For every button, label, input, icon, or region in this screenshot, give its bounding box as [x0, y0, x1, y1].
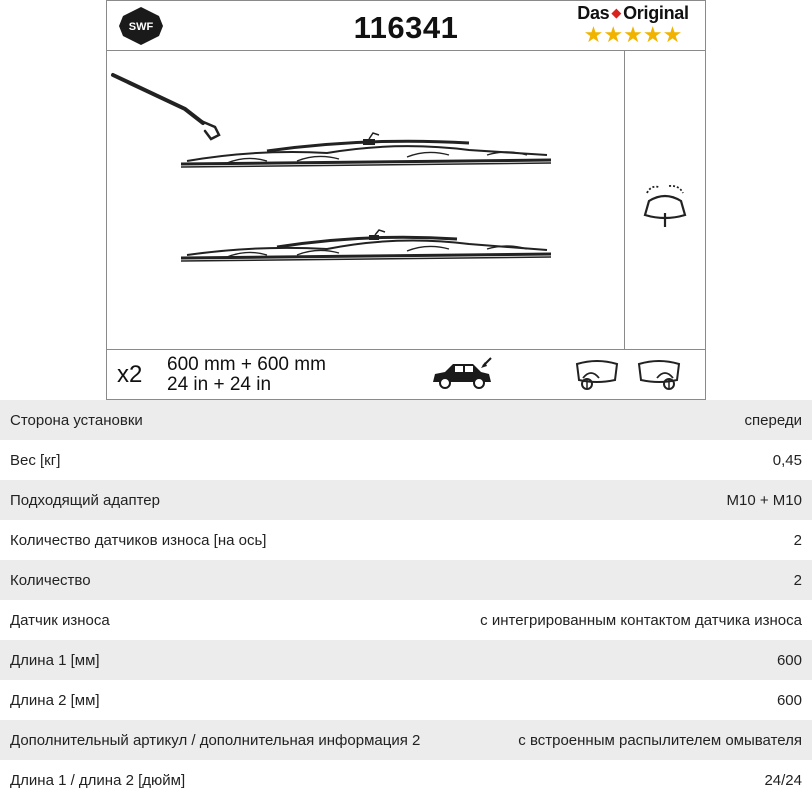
- spec-value: M10 + M10: [726, 491, 802, 509]
- table-row: [0, 720, 812, 760]
- brand-name: SWF: [128, 21, 154, 33]
- star-icon: ★: [623, 22, 643, 47]
- spec-value: 2: [793, 571, 802, 589]
- windshield-washer-icon: [639, 183, 691, 229]
- badge-title-left: Das: [577, 3, 610, 23]
- das-original-badge: [573, 3, 693, 46]
- spec-label: Датчик износа: [10, 611, 110, 629]
- star-icon: ★: [662, 22, 683, 47]
- table-row: [0, 520, 812, 560]
- spec-label: Подходящий адаптер: [10, 491, 160, 509]
- star-icon: ★: [642, 22, 663, 47]
- windshield-right-icon: [635, 358, 683, 392]
- star-icon: ★: [603, 22, 624, 47]
- car-front-icon: [429, 356, 495, 392]
- spec-value: с встроенным распылителем омывателя: [518, 731, 802, 749]
- spec-table: [0, 400, 812, 800]
- spec-label: Длина 1 / длина 2 [дюйм]: [10, 771, 186, 789]
- product-image-card: [106, 0, 706, 400]
- spec-value: спереди: [744, 411, 802, 429]
- product-header: [107, 1, 705, 51]
- spec-value: 2: [793, 531, 802, 549]
- badge-title-right: Original: [623, 3, 689, 23]
- spec-label: Вес [кг]: [10, 451, 61, 469]
- table-row: [0, 600, 812, 640]
- spec-value: с интегрированным контактом датчика износа: [480, 611, 802, 629]
- table-row: [0, 680, 812, 720]
- star-icon: ★: [583, 22, 604, 47]
- arm-adapter-icon: [113, 75, 219, 139]
- table-row: [0, 560, 812, 600]
- size-labels: [167, 355, 326, 395]
- windshield-left-icon: [573, 358, 621, 392]
- table-row: [0, 400, 812, 440]
- size-metric: 600 mm + 600 mm: [167, 354, 326, 375]
- part-number: 116341: [353, 10, 459, 45]
- wiper-blade-icon: [181, 230, 551, 261]
- table-row: [0, 760, 812, 800]
- spec-label: Длина 2 [мм]: [10, 691, 100, 709]
- table-row: [0, 640, 812, 680]
- diamond-icon: ◆: [611, 5, 622, 20]
- spec-label: Сторона установки: [10, 411, 143, 429]
- table-row: [0, 480, 812, 520]
- star-rating: [573, 24, 693, 46]
- product-footer: [107, 349, 705, 399]
- table-row: [0, 440, 812, 480]
- wiper-blade-icon: [181, 133, 551, 167]
- spec-value: 24/24: [764, 771, 802, 789]
- spec-value: 0,45: [772, 451, 802, 469]
- quantity-label: x2: [117, 361, 143, 388]
- spec-value: 600: [776, 691, 802, 709]
- spec-value: 600: [776, 651, 802, 669]
- spec-label: Количество: [10, 571, 91, 589]
- spec-label: Длина 1 [мм]: [10, 651, 100, 669]
- side-panel: [624, 51, 705, 349]
- product-drawing: [107, 51, 624, 349]
- spec-label: Дополнительный артикул / дополнительная информация 2: [10, 731, 421, 749]
- spec-label: Количество датчиков износа [на ось]: [10, 531, 267, 549]
- size-imperial: 24 in + 24 in: [167, 374, 272, 395]
